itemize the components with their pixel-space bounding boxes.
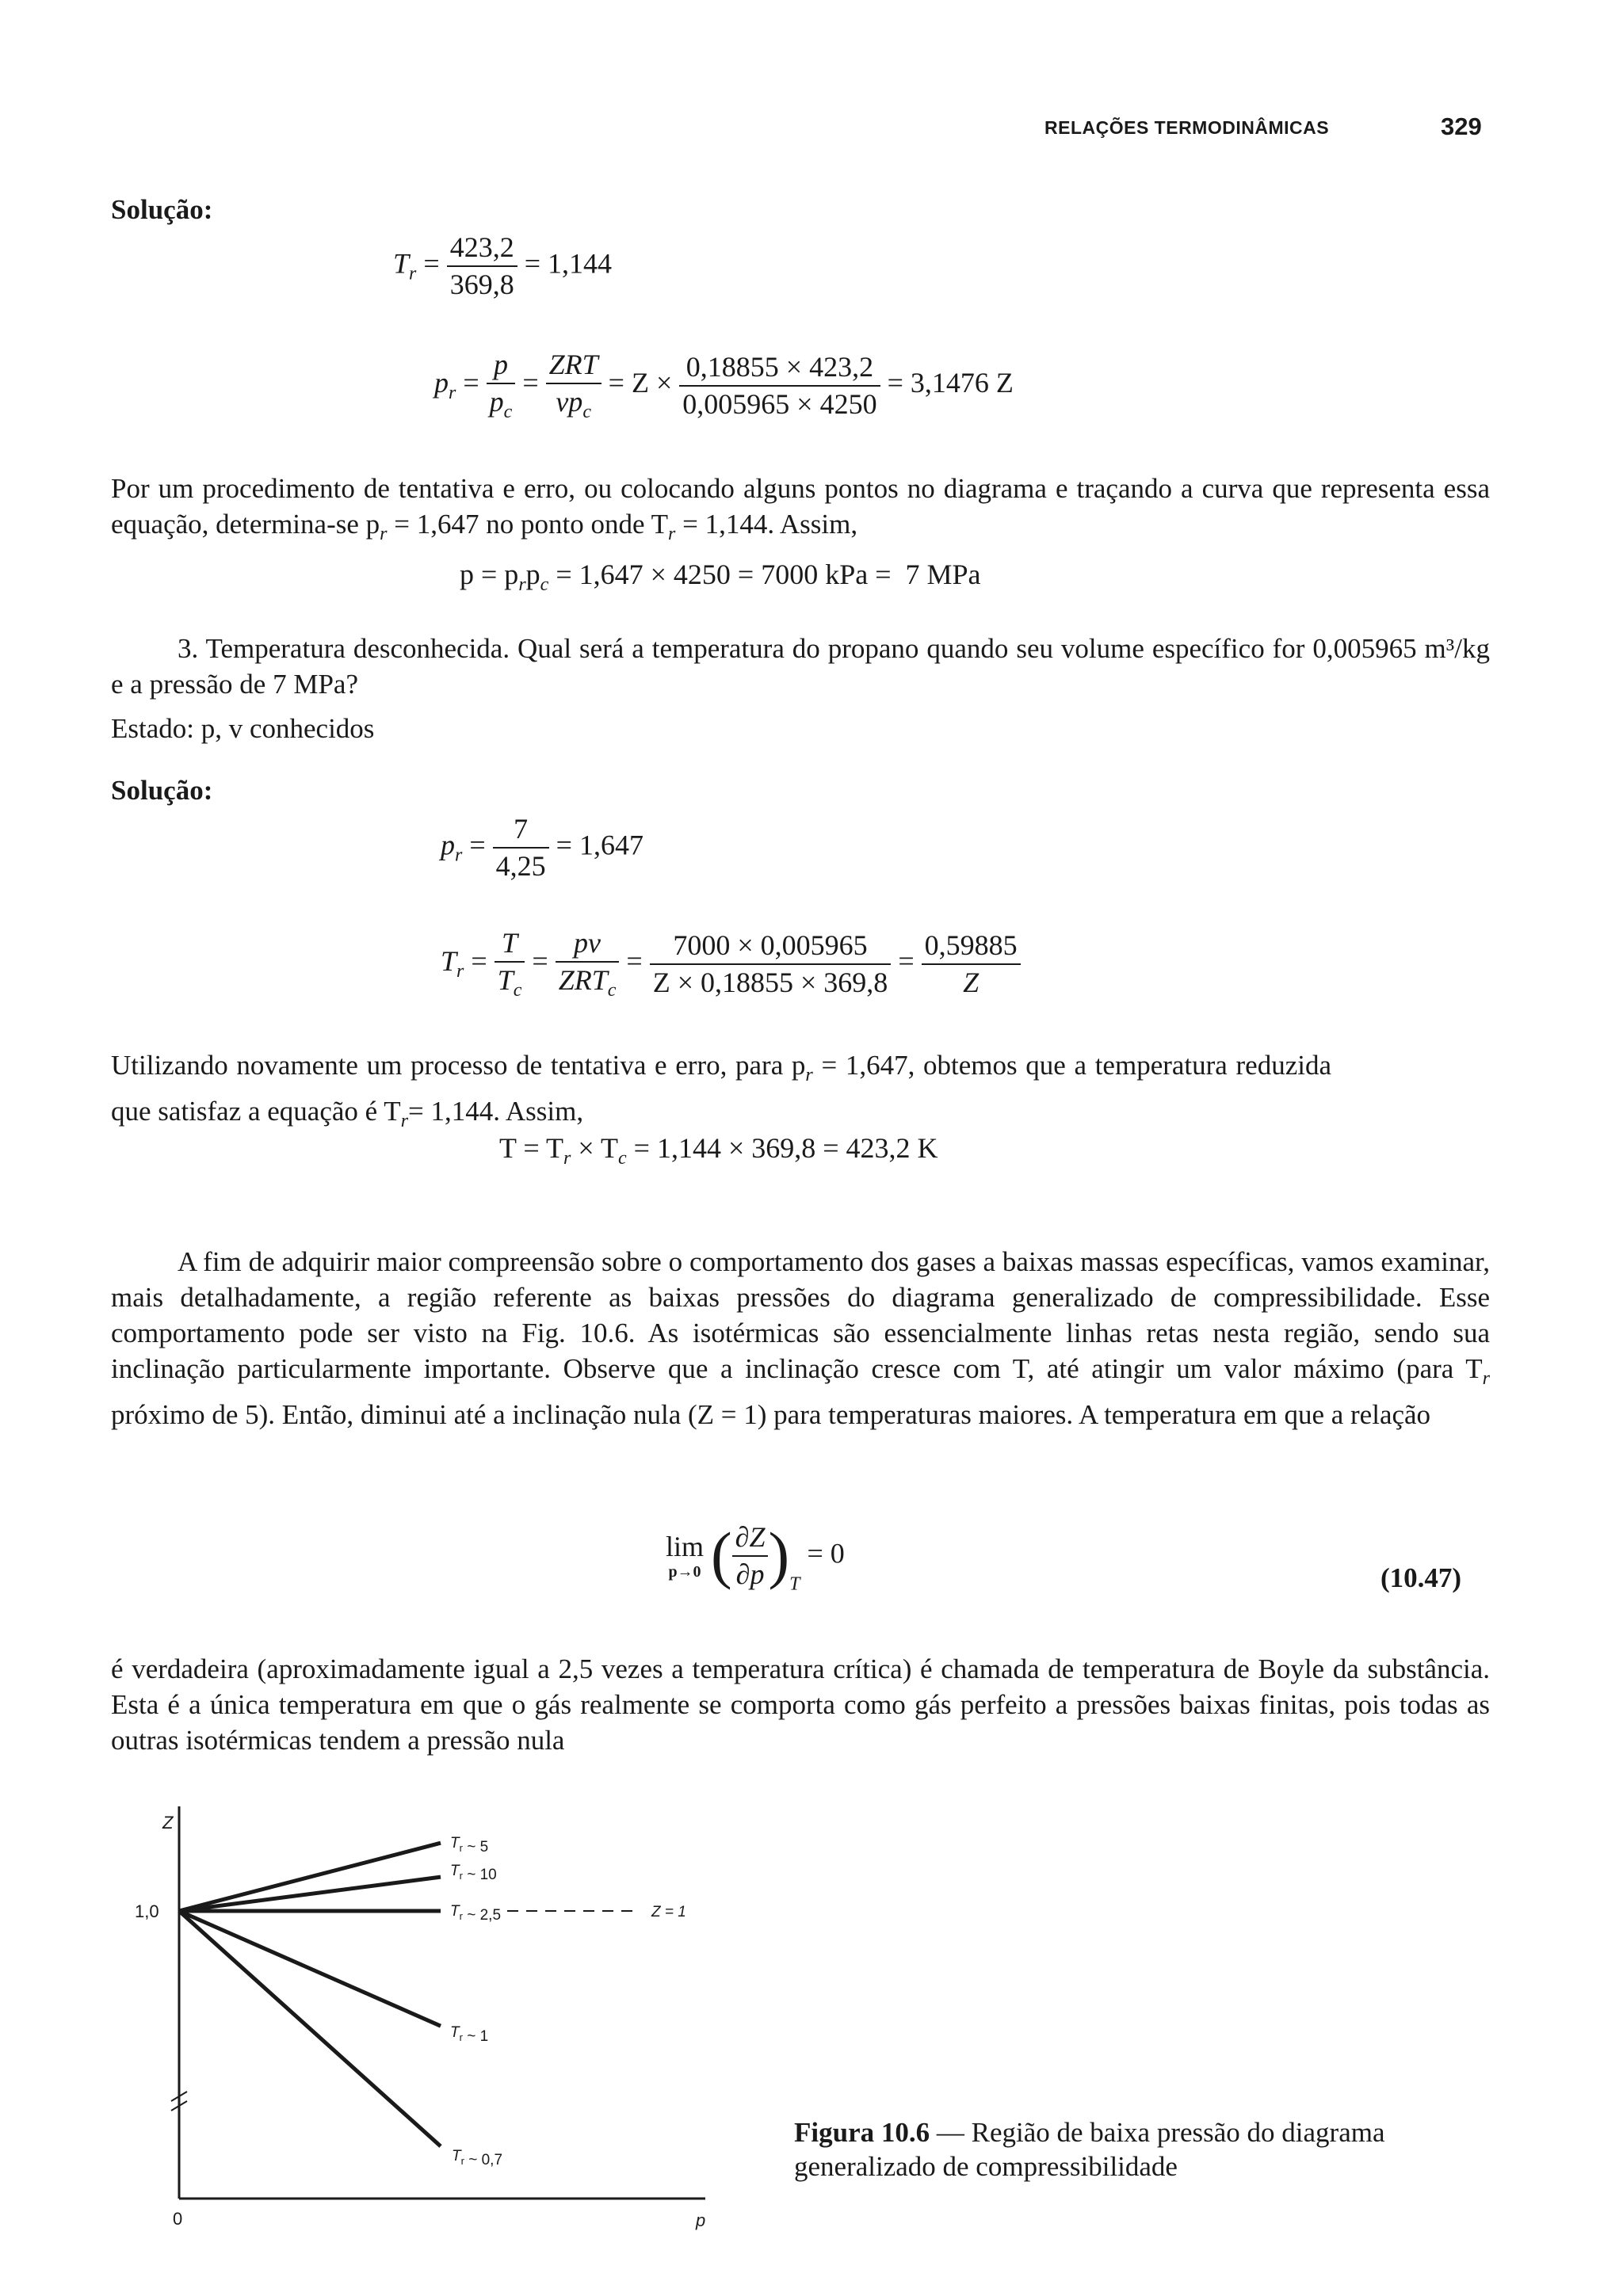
fraction-numerator: T (502, 927, 518, 959)
fraction-numerator: ∂Z (735, 1521, 766, 1553)
right-paren: ) (768, 1520, 790, 1591)
fraction-denominator: p (489, 386, 504, 418)
fraction (922, 928, 1021, 1001)
equation-limit (666, 1520, 845, 1595)
x-axis-label: p (696, 2210, 706, 2230)
figure-compressibility-diagram (119, 1798, 737, 2230)
eq-lhs: T (393, 247, 410, 280)
isotherm-label: $T_r$ ~ 10 (450, 1863, 497, 1884)
isotherm-line (179, 1843, 441, 1911)
eq-lhs: p (441, 829, 455, 861)
fraction-denominator: vp (556, 386, 583, 418)
eq-mid: = Z × (608, 366, 673, 399)
isotherm-label: $T_r$ ~ 2,5 (450, 1903, 502, 1924)
fraction-numerator: pv (574, 927, 601, 959)
fraction-numerator: 0,18855 × 423,2 (685, 350, 874, 383)
eq-result: = 0 (807, 1537, 845, 1569)
isotherm-line (179, 1911, 441, 2026)
fraction-numerator: 0,59885 (924, 929, 1018, 961)
eq-result: = 1,144 (524, 247, 612, 280)
limit-label: lim (666, 1531, 705, 1563)
fraction-denominator: Z × 0,18855 × 369,8 (650, 963, 892, 1001)
isotherm-line (179, 1911, 441, 2146)
state-line: Estado: p, v conhecidos (111, 713, 375, 744)
subscript: c (513, 980, 522, 1001)
paragraph-boyle-continued: é verdadeira (aproximadamente igual a 2,5 vezes a temperatura crítica) é chamada de temperatura de Boyle da substância. Esta é a única temperatura em que o gás realmente se comporta como gás perfeito a pressões baixas finitas, pois todas as outras isotérmicas tendem a pressão nula (111, 1653, 1490, 1756)
eq-lhs-sub: r (456, 960, 464, 982)
z-equals-one-label: Z = 1 (651, 1904, 686, 1920)
figure-caption (794, 2115, 1476, 2183)
x-origin-label: 0 (173, 2209, 183, 2229)
fraction (495, 925, 525, 1002)
isotherm-label: $T_r$ ~ 5 (450, 1835, 489, 1856)
eq-result: = 3,1476 Z (887, 366, 1014, 399)
fraction-denominator: T (497, 964, 514, 996)
solution-label: Solução: (111, 775, 213, 806)
paragraph: Utilizando novamente um processo de tentativa e erro, para $p_r = 1,647$, obtemos que a temperatura reduzida que satisfaz a equação é $T_r= 1,144$. Assim, (111, 1050, 1331, 1131)
fraction-numerator: p (493, 349, 508, 380)
fraction (556, 925, 620, 1002)
paragraph-boyle: A fim de adquirir maior compreensão sobre o comportamento dos gases a baixas massas específicas, vamos examinar, mais detalhadamente, a região referente as baixas pressões do diagrama generalizado de compressibilidade. Esse comportamento pode ser visto na Fig. 10.6. As isotérmicas são essencialmente linhas retas nesta região, sendo sua inclinação particularmente importante. Observe que a inclinação cresce com T, até atingir um valor máximo (para $T_r$ próximo de 5). Então, diminui até a inclinação nula (Z = 1) para temperaturas maiores. A temperatura em que a relação (111, 1246, 1490, 1430)
fraction (487, 347, 516, 424)
fraction (650, 928, 892, 1001)
fraction-numerator: ZRT (548, 349, 598, 380)
equation-reduced-temperature-2: $T_r$ = $\frac{T}{T_c}$ = $\frac{pv}{ZRT_c}$ = $\frac{7000 \times 0,005965}{Z \times 0,18855 \times 369,8}$ = $\frac{0,59885}{Z}$ (441, 925, 1021, 1002)
y-axis-label: Z (162, 1813, 174, 1833)
eq-lhs-sub: r (455, 845, 463, 866)
fraction (447, 230, 517, 303)
eq-lhs: p (434, 366, 449, 399)
figure-caption-text: — Região de baixa pressão do diagrama generalizado de compressibilidade (794, 2117, 1385, 2182)
page-number: 329 (1441, 113, 1482, 140)
eq-lhs-sub: r (409, 263, 417, 284)
limit-subscript: p→0 (668, 1562, 701, 1581)
y-tick-label: 1,0 (135, 1901, 159, 1921)
fraction-denominator: ZRT (558, 964, 608, 996)
eq-result: = 1,647 (556, 829, 643, 861)
figure-caption-label: Figura 10.6 (794, 2117, 930, 2148)
problem-statement: 3. Temperatura desconhecida. Qual será a temperatura do propano quando seu volume específico for 0,005965 m³/kg e a pressão de 7 MPa? (111, 633, 1490, 700)
fraction-numerator: 423,2 (449, 231, 514, 263)
running-header: RELAÇÕES TERMODINÂMICAS (1044, 117, 1330, 138)
equation-number: (10.47) (1381, 1562, 1462, 1593)
limit-operator (666, 1531, 704, 1581)
equation-pressure: $p = p_rp_c = 1,647 \times 4250 = 7000$ kPa = 7 MPa (460, 559, 981, 595)
eq-lhs-sub: r (449, 382, 456, 403)
equation-reduced-pressure-2: $p_r$ = $\frac{7}{4,25}$ = 1,647 (441, 811, 643, 884)
solution-label: Solução: (111, 194, 213, 225)
fraction (546, 347, 601, 424)
equation-reduced-pressure: $p_r$ = $\frac{p}{p_c}$ = $\frac{\text{ZRT}}{vp_c}$ = Z × $\frac{0,18855 \times 423,2}{0,005965 \times 4250}$ = 3,1476 Z (434, 349, 1014, 422)
equation-temperature: $T = T_r \times T_c = 1,144 \times 369,8 = 423,2$ K (499, 1132, 938, 1169)
fraction-numerator: 7 (514, 813, 529, 845)
eq-lhs: T (441, 944, 457, 977)
fraction (679, 349, 880, 422)
subscript: c (607, 980, 617, 1001)
fraction-denominator: 0,005965 × 4250 (679, 385, 880, 422)
fraction-denominator: 369,8 (447, 265, 517, 303)
fraction (732, 1520, 769, 1592)
paragraph: Por um procedimento de tentativa e erro, ou colocando alguns pontos no diagrama e traçando a curva que representa essa equação, determina-se $p_r = 1,647$ no ponto onde $T_r = 1,144$. Assim, (111, 473, 1490, 544)
outer-subscript: T (789, 1573, 800, 1595)
fraction (493, 811, 549, 884)
equation-reduced-temperature: $T_r$ = $\frac{423,2}{369,8}$ = 1,144 (393, 230, 612, 303)
subscript: c (503, 402, 513, 422)
left-paren: ( (711, 1520, 732, 1591)
fraction-denominator: ∂p (732, 1555, 769, 1592)
isotherm-label: $T_r$ ~ 0,7 (452, 2148, 503, 2168)
subscript: c (582, 402, 591, 422)
isotherm-label: $T_r$ ~ 1 (450, 2024, 489, 2046)
fraction-denominator: 4,25 (493, 847, 549, 884)
fraction-numerator: 7000 × 0,005965 (673, 929, 868, 961)
isotherm-line (179, 1877, 441, 1911)
fraction-denominator: Z (922, 963, 1021, 1001)
